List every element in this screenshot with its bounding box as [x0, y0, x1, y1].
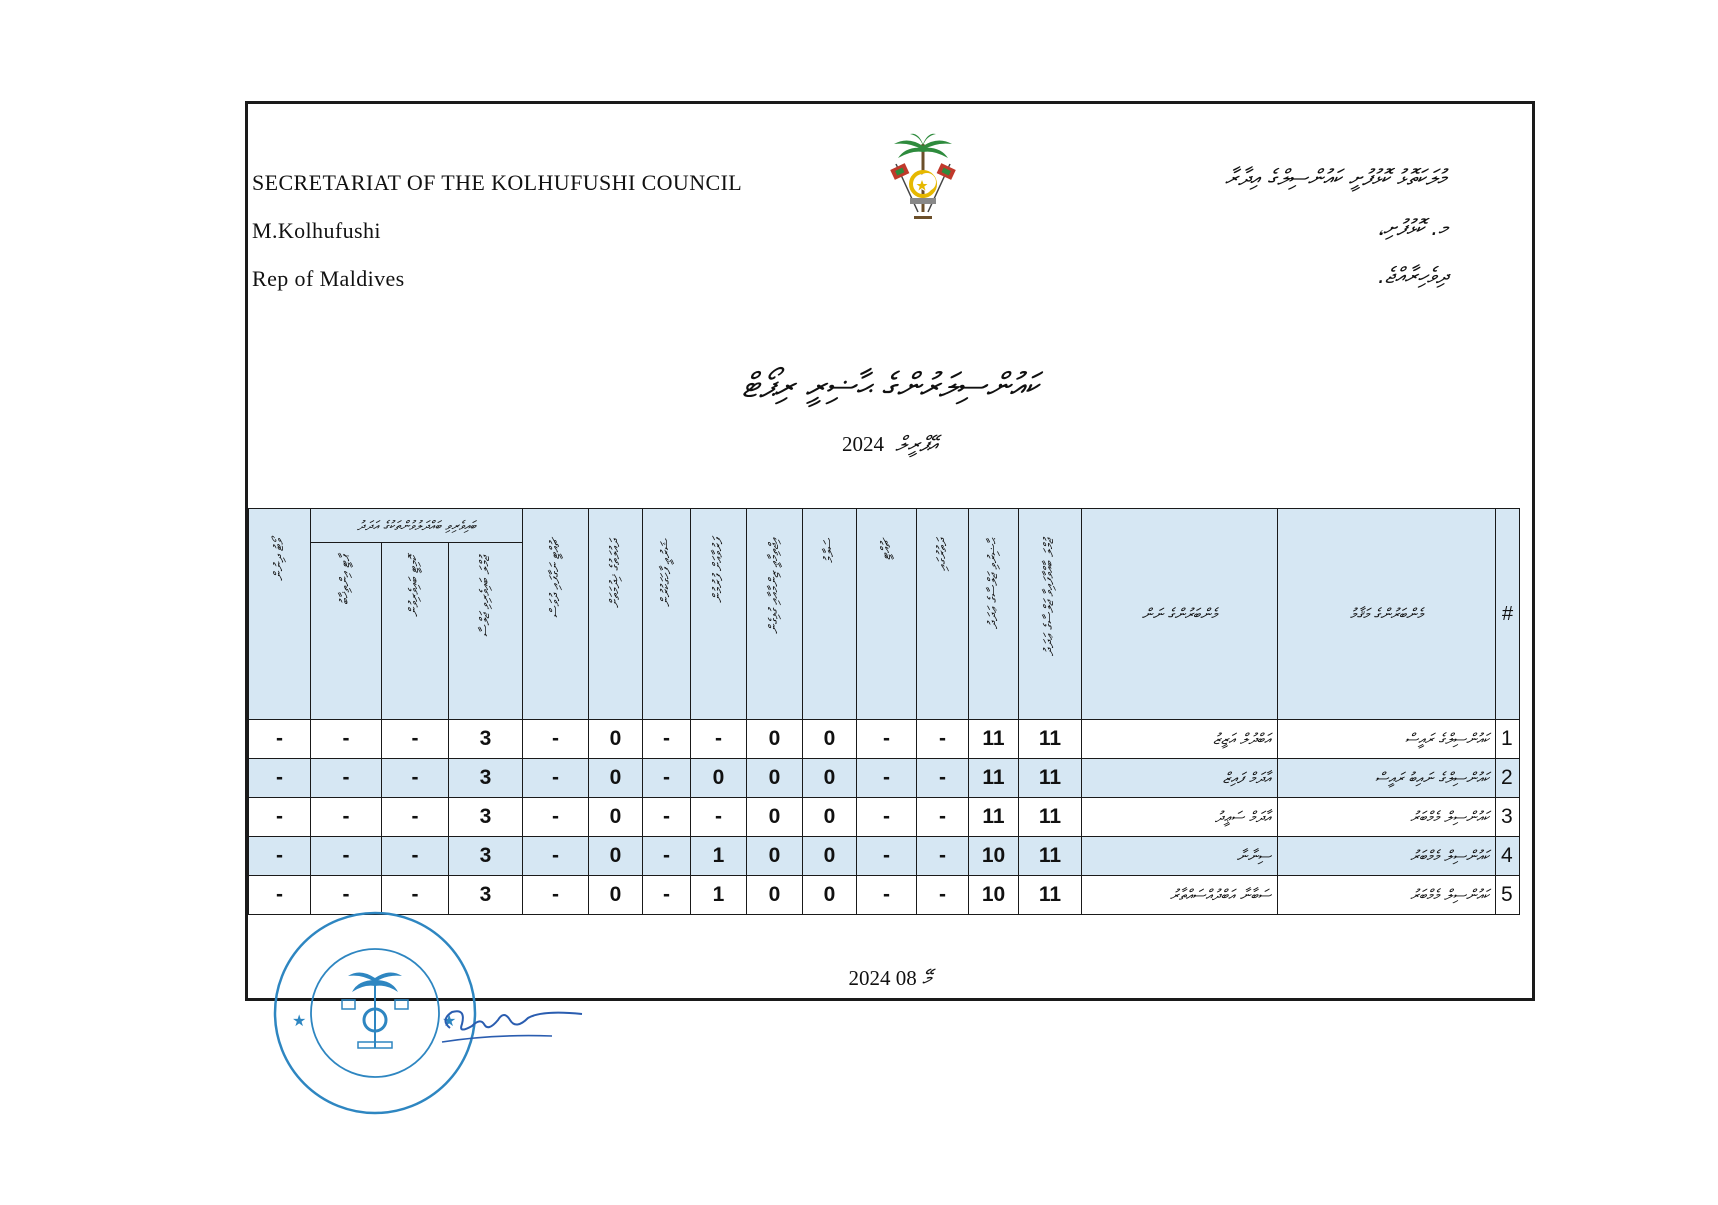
cell-col-6: - — [691, 720, 747, 759]
member-name: އަބްދުލް އަޒީޒު — [1082, 720, 1278, 759]
cell-col-1: 11 — [969, 798, 1019, 837]
cell-col-11: - — [382, 876, 449, 915]
table-row — [249, 720, 1520, 759]
cell-col-6: 1 — [691, 837, 747, 876]
cell-col-3: - — [857, 720, 917, 759]
cell-col-8: 0 — [589, 837, 643, 876]
cell-col-7: - — [643, 720, 691, 759]
name-header: މެންބަރުންގެ ނަން — [1141, 604, 1218, 623]
cell-col-3: - — [857, 798, 917, 837]
cell-col-12: - — [311, 876, 382, 915]
cell-col-2: - — [917, 720, 969, 759]
cell-col-9: - — [523, 837, 589, 876]
member-role: ކައުންސިލް މެމްބަރު — [1278, 876, 1496, 915]
cell-col-1: 11 — [969, 720, 1019, 759]
member-role: ކައުންސިލްގެ ރައީސް — [1278, 720, 1496, 759]
col-header-12: ޕާޓީ އިންތިޚާބު — [338, 556, 354, 606]
member-role: ކައުންސިލް މެމްބަރު — [1278, 798, 1496, 837]
header-dv-line1: މުލަކަތޮޅު ކޮޅުފުށީ ކައުންސިލްގެ އިދާރާ — [1224, 166, 1446, 191]
cell-col-10: 3 — [449, 720, 523, 759]
header-dv-line3: ދިވެހިރާއްޖެ. — [1377, 264, 1448, 289]
attendance-table — [248, 508, 1520, 915]
cell-col-7: - — [643, 759, 691, 798]
col-header-8: ދައުލަތުގެ ޚިދުމަތަށް — [607, 539, 623, 608]
cell-col-8: 0 — [589, 798, 643, 837]
row-number: 5 — [1496, 876, 1520, 915]
cell-col-9: - — [523, 876, 589, 915]
col-header-1: ޙާޟިރުވި ޖަލްސާގެ ޢަދަދު — [985, 539, 1001, 630]
svg-text:★: ★ — [442, 1011, 457, 1030]
footer-month: މޭ — [922, 966, 932, 990]
signature-icon — [432, 990, 592, 1060]
cell-col-8: 0 — [589, 876, 643, 915]
col-header-3: ޗުއްޓީ — [878, 539, 894, 560]
cell-col-0: 11 — [1019, 798, 1082, 837]
cell-col-1: 10 — [969, 837, 1019, 876]
row-number: 4 — [1496, 837, 1520, 876]
member-name: އާދަމް ފައިޒް — [1082, 759, 1278, 798]
cell-col-13: - — [249, 798, 311, 837]
cell-col-0: 11 — [1019, 876, 1082, 915]
cell-col-4: 0 — [803, 720, 857, 759]
col-header-2: ދަތުރުގައި — [934, 539, 950, 572]
cell-col-11: - — [382, 720, 449, 759]
cell-col-12: - — [311, 798, 382, 837]
cell-col-6: - — [691, 798, 747, 837]
member-role: ކައުންސިލް މެމްބަރު — [1278, 837, 1496, 876]
cell-col-9: - — [523, 759, 589, 798]
report-year: 2024 — [841, 432, 884, 456]
cell-col-4: 0 — [803, 837, 857, 876]
cell-col-12: - — [311, 759, 382, 798]
report-period — [248, 432, 1532, 457]
col-header-4: ސަލާމު — [821, 539, 837, 564]
member-name: އާދަމް ސަޢީދު — [1082, 798, 1278, 837]
cell-col-11: - — [382, 837, 449, 876]
cell-col-2: - — [917, 837, 969, 876]
col-header-11: ކޮމިޓީ ބައިވެރިވުން — [407, 556, 423, 617]
cell-col-3: - — [857, 876, 917, 915]
cell-col-7: - — [643, 876, 691, 915]
cell-col-10: 3 — [449, 798, 523, 837]
cell-col-5: 0 — [747, 759, 803, 798]
cell-col-6: 1 — [691, 876, 747, 915]
document-frame — [245, 101, 1535, 1001]
cell-col-8: 0 — [589, 759, 643, 798]
cell-col-8: 0 — [589, 720, 643, 759]
col-header-7: ޝަރުޢީ ފާހަގަކުރުން — [658, 539, 674, 607]
member-role: ކައުންސިލްގެ ނައިބު ރައީސް — [1278, 759, 1496, 798]
cell-col-2: - — [917, 798, 969, 837]
cell-col-7: - — [643, 837, 691, 876]
svg-text:★: ★ — [292, 1011, 307, 1030]
report-month: އޭޕްރީލް — [895, 432, 938, 456]
table-row — [249, 837, 1520, 876]
cell-col-9: - — [523, 720, 589, 759]
header-en-line3: Rep of Maldives — [252, 266, 405, 291]
cell-col-5: 0 — [747, 837, 803, 876]
cell-col-5: 0 — [747, 798, 803, 837]
cell-col-10: 3 — [449, 876, 523, 915]
cell-col-13: - — [249, 720, 311, 759]
table-body — [249, 720, 1520, 915]
cell-col-13: - — [249, 837, 311, 876]
member-name: ސިނާނާ — [1082, 837, 1278, 876]
member-name: ސަބާނާ އަބްދުއްސައްތާރު — [1082, 876, 1278, 915]
col-header-6: ފަރުވާއަށް ފުރުމުން — [710, 539, 726, 604]
cell-col-12: - — [311, 720, 382, 759]
cell-col-7: - — [643, 798, 691, 837]
cell-col-4: 0 — [803, 759, 857, 798]
state-emblem-icon — [888, 132, 958, 224]
row-number: 2 — [1496, 759, 1520, 798]
report-title: ކައުންސިލަރުންގެ ޙާޟިރީ ރިޕޯޓް — [741, 366, 1039, 406]
col-header-13: ވޯޓު ދިނުން — [271, 539, 287, 581]
col-header-5: އިޖްތިމާޢީ ޒިންމާއާއި ގުޅިގެން — [766, 539, 782, 635]
col-header-9: ޗުއްޓީ ނަގާފައި ދުވަސް — [547, 539, 563, 619]
cell-col-2: - — [917, 759, 969, 798]
cell-col-0: 11 — [1019, 720, 1082, 759]
header-en-line1: SECRETARIAT OF THE KOLHUFUSHI COUNCIL — [252, 170, 743, 195]
row-number: 3 — [1496, 798, 1520, 837]
table-row — [249, 798, 1520, 837]
cell-col-3: - — [857, 759, 917, 798]
cell-col-6: 0 — [691, 759, 747, 798]
cell-col-2: - — [917, 876, 969, 915]
cell-col-11: - — [382, 798, 449, 837]
cell-col-11: - — [382, 759, 449, 798]
table-row — [249, 759, 1520, 798]
cell-col-4: 0 — [803, 876, 857, 915]
header-en-line2: M.Kolhufushi — [252, 218, 381, 243]
cell-col-12: - — [311, 837, 382, 876]
cell-col-10: 3 — [449, 837, 523, 876]
col-header-0: ޖުމްލަ ބާއްވާފައިވާ ޖަލްސާގެ ޢަދަދު — [1042, 539, 1058, 657]
cell-col-13: - — [249, 876, 311, 915]
hash-header: # — [1496, 509, 1520, 720]
cell-col-13: - — [249, 759, 311, 798]
col-group-header: ބައިވެރިވި ބައްދަލުވުންތަކުގެ އަދަދު — [311, 509, 523, 543]
header-dv-line2: މ. ކޮޅުފުށި، — [1377, 216, 1448, 241]
cell-col-9: - — [523, 798, 589, 837]
cell-col-3: - — [857, 837, 917, 876]
footer-year: 2024 — [848, 966, 891, 990]
col-header-10: ޖުމްލަ ބައިވެރިވި ޖަލްސާ — [477, 556, 493, 637]
cell-col-1: 10 — [969, 876, 1019, 915]
footer-day: 08 — [895, 966, 917, 990]
cell-col-1: 11 — [969, 759, 1019, 798]
cell-col-4: 0 — [803, 798, 857, 837]
cell-col-0: 11 — [1019, 837, 1082, 876]
role-header: މެންބަރުންގެ މަޤާމު — [1349, 604, 1424, 623]
cell-col-5: 0 — [747, 876, 803, 915]
cell-col-5: 0 — [747, 720, 803, 759]
row-number: 1 — [1496, 720, 1520, 759]
cell-col-0: 11 — [1019, 759, 1082, 798]
cell-col-10: 3 — [449, 759, 523, 798]
